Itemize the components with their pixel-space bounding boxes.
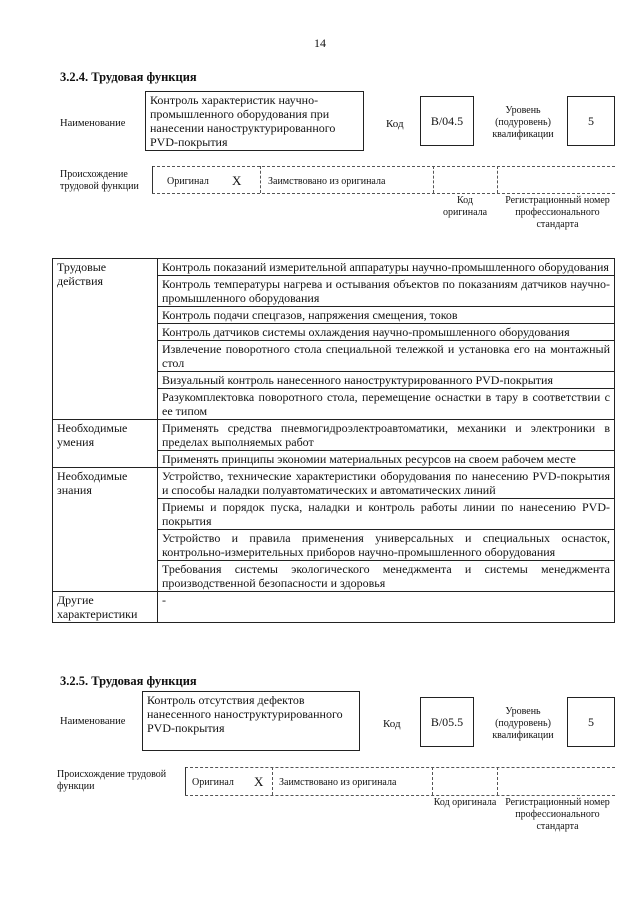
table-row [53, 592, 615, 623]
skill-item: Применять принципы экономии материальных ресурсов на своем рабочем месте [158, 451, 615, 468]
knowledge-item: Устройство, технические характеристики оборудования по нанесению PVD-покрытия и способы наладки полуавтоматических и автоматических линий [158, 468, 615, 499]
origin-divider [260, 166, 261, 193]
origin-divider [497, 767, 498, 795]
original-mark: X [254, 774, 264, 789]
level-label: Уровень (подуровень) квалификации [492, 706, 554, 741]
origin-bottom-line [152, 193, 615, 194]
origin-bottom-line [185, 795, 615, 796]
origin-label: Происхождение трудовой функции [60, 169, 139, 192]
labor-action-item: Контроль датчиков системы охлаждения научно-промышленного оборудования [158, 324, 615, 341]
origin-label: Происхождение трудовой функции [57, 769, 167, 792]
function-name-box [142, 691, 360, 751]
reg-number-label: Регистрационный номер профессионального стандарта [505, 195, 610, 230]
name-label: Наименование [60, 118, 126, 129]
origin-top-line [185, 767, 615, 768]
section-title-324: 3.2.4. Трудовая функция [60, 70, 197, 84]
knowledge-header: Необходимые знания [53, 468, 158, 592]
labor-action-item: Разукомплектовка поворотного стола, перемещение оснастки в тару в соответствии с ее типом [158, 389, 615, 420]
origin-divider [433, 166, 434, 193]
function-name-value: Контроль отсутствия дефектов нанесенного наноструктурированного PVD-покрытия [147, 693, 343, 735]
code-label: Код [386, 118, 404, 130]
code-value: B/04.5 [430, 114, 464, 128]
table-row [53, 420, 615, 451]
code-value: B/05.5 [430, 715, 464, 729]
borrowed-label: Заимствовано из оригинала [279, 777, 397, 788]
knowledge-item: Требования системы экологического менеджмента и системы менеджмента производственной безопасности и здоровья [158, 561, 615, 592]
labor-action-item: Визуальный контроль нанесенного наноструктурированного PVD-покрытия [158, 372, 615, 389]
reg-number-label: Регистрационный номер профессионального стандарта [505, 797, 610, 832]
function-details-table [52, 258, 615, 623]
function-name-box [145, 91, 364, 151]
labor-action-item: Контроль температуры нагрева и остывания объектов по показаниям датчиков научно-промышленного оборудования [158, 276, 615, 307]
skill-item: Применять средства пневмогидроэлектроавтоматики, механики и электроники в пределах выполняемых работ [158, 420, 615, 451]
other-value: - [158, 592, 615, 623]
origin-divider [432, 767, 433, 795]
origin-divider [152, 166, 153, 193]
knowledge-item: Приемы и порядок пуска, наладки и контроль работы линии по нанесению PVD-покрытия [158, 499, 615, 530]
origin-divider [185, 767, 186, 795]
section-title-325: 3.2.5. Трудовая функция [60, 674, 197, 688]
labor-action-item: Извлечение поворотного стола специальной тележкой и установка его на монтажный стол [158, 341, 615, 372]
origin-divider [272, 767, 273, 795]
code-label: Код [383, 718, 401, 730]
origin-top-line [152, 166, 615, 167]
borrowed-label: Заимствовано из оригинала [268, 176, 386, 187]
code-original-label: Код оригинала [442, 195, 488, 218]
labor-actions-header: Трудовые действия [53, 259, 158, 420]
labor-action-item: Контроль подачи спецгазов, напряжения смещения, токов [158, 307, 615, 324]
page-number: 14 [314, 36, 326, 50]
table-row [53, 259, 615, 276]
level-value: 5 [588, 715, 594, 729]
labor-action-item: Контроль показаний измерительной аппаратуры научно-промышленного оборудования [158, 259, 615, 276]
name-label: Наименование [60, 716, 126, 727]
code-box [420, 697, 474, 747]
function-name-value: Контроль характеристик научно-промышленного оборудования при нанесении наноструктурированного PVD-покрытия [150, 93, 336, 149]
level-label: Уровень (подуровень) квалификации [492, 105, 554, 140]
code-box [420, 96, 474, 146]
level-box [567, 96, 615, 146]
original-label: Оригинал [192, 777, 234, 788]
level-box [567, 697, 615, 747]
knowledge-item: Устройство и правила применения универсальных и специальных оснасток, контрольно-измерительных приборов научно-промышленного оборудования [158, 530, 615, 561]
origin-divider [497, 166, 498, 193]
skills-header: Необходимые умения [53, 420, 158, 468]
other-header: Другие характеристики [53, 592, 158, 623]
table-row [53, 468, 615, 499]
original-label: Оригинал [167, 176, 209, 187]
original-mark: X [232, 173, 242, 188]
level-value: 5 [588, 114, 594, 128]
code-original-label: Код оригинала [433, 797, 497, 808]
